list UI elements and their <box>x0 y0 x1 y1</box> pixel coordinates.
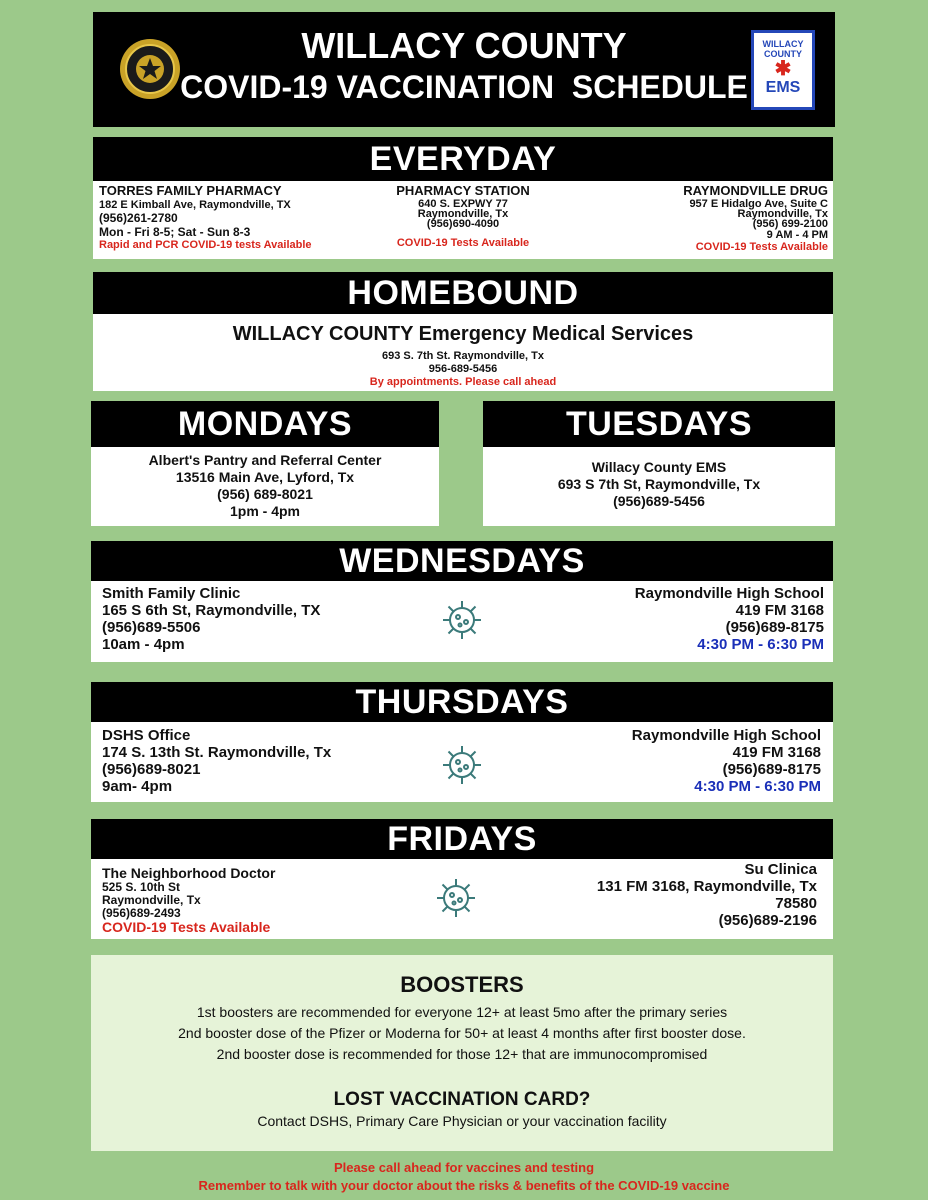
boosters-line: 2nd booster dose of the Pfizer or Moderna for 50+ at least 4 months after first booster dose. <box>178 1025 746 1041</box>
header-title-line2: COVID-19 VACCINATION SCHEDULE <box>180 69 748 105</box>
fridays-panel <box>91 859 833 939</box>
wednesdays-panel <box>91 581 833 662</box>
location-phone: (956)689-5506 <box>102 619 201 636</box>
location-address: 419 FM 3168 <box>735 602 824 619</box>
tuesdays-title: TUESDAYS <box>565 405 753 443</box>
homebound-phone: 956-689-5456 <box>428 363 498 375</box>
mondays-phone: (956) 689-8021 <box>217 486 313 502</box>
ems-logo <box>751 30 815 110</box>
location-name: Raymondville High School <box>631 727 821 744</box>
torres-pharmacy <box>99 183 359 251</box>
homebound-panel <box>93 314 833 391</box>
everyday-title: EVERYDAY <box>369 140 557 178</box>
location-hours: 9 AM - 4 PM <box>766 229 828 241</box>
thursdays-right-location <box>521 727 821 795</box>
location-name: The Neighborhood Doctor <box>102 865 276 881</box>
location-hours: 4:30 PM - 6:30 PM <box>697 636 824 653</box>
ems-logo-line3: EMS <box>765 79 801 96</box>
mondays-panel <box>91 447 439 526</box>
mondays-title: MONDAYS <box>177 405 353 443</box>
mondays-hours: 1pm - 4pm <box>229 503 300 519</box>
fridays-right-location <box>521 861 817 929</box>
star-of-life-icon: ✱ <box>774 58 792 80</box>
pharmacy-station <box>363 183 563 249</box>
lost-card-title: LOST VACCINATION CARD? <box>333 1089 591 1110</box>
location-phone: (956)689-8175 <box>722 761 821 778</box>
thursdays-banner <box>91 682 833 722</box>
wednesdays-right-location <box>521 585 824 653</box>
location-phone: (956)261-2780 <box>99 211 178 225</box>
location-phone: (956)689-2493 <box>102 906 181 920</box>
location-address: 419 FM 3168 <box>732 744 821 761</box>
location-name: Raymondville High School <box>634 585 824 602</box>
homebound-name: WILLACY COUNTY Emergency Medical Services <box>232 323 694 345</box>
location-hours: Mon - Fri 8-5; Sat - Sun 8-3 <box>99 225 251 239</box>
location-name: PHARMACY STATION <box>396 183 530 198</box>
location-address: 525 S. 10th St <box>102 880 181 894</box>
location-name: DSHS Office <box>102 727 191 744</box>
location-name: TORRES FAMILY PHARMACY <box>99 183 282 198</box>
ems-logo-line2: COUNTY <box>764 49 802 59</box>
location-address: 957 E Hidalgo Ave, Suite C <box>689 198 828 210</box>
boosters-line: 1st boosters are recommended for everyone 12+ at least 5mo after the primary series <box>196 1004 728 1020</box>
location-address: 640 S. EXPWY 77 <box>418 198 508 210</box>
tuesdays-panel <box>483 447 835 526</box>
boosters-title: BOOSTERS <box>400 972 524 997</box>
location-name: RAYMONDVILLE DRUG <box>683 183 828 198</box>
location-phone: (956)689-8021 <box>102 761 201 778</box>
tuesdays-address: 693 S 7th St, Raymondville, Tx <box>557 476 761 492</box>
fridays-title: FRIDAYS <box>387 820 537 858</box>
footer-line1: Please call ahead for vaccines and testing <box>333 1160 595 1175</box>
location-city: Raymondville, Tx <box>417 208 509 220</box>
location-address: 131 FM 3168, Raymondville, Tx <box>596 878 817 895</box>
mondays-address: 13516 Main Ave, Lyford, Tx <box>175 469 355 485</box>
location-phone: (956)689-2196 <box>718 912 817 929</box>
fridays-banner <box>91 819 833 859</box>
thursdays-panel <box>91 722 833 802</box>
thursdays-title: THURSDAYS <box>355 683 569 721</box>
location-city: Raymondville, Tx <box>737 208 828 220</box>
mondays-banner <box>91 401 439 447</box>
location-address: 165 S 6th St, Raymondville, TX <box>102 602 321 619</box>
virus-icon <box>439 742 485 788</box>
location-hours: 4:30 PM - 6:30 PM <box>694 778 821 795</box>
location-note: COVID-19 Tests Available <box>396 237 530 249</box>
tuesdays-banner <box>483 401 835 447</box>
thursdays-left-location <box>102 727 402 795</box>
location-zip: 78580 <box>775 895 817 912</box>
mondays-location-name: Albert's Pantry and Referral Center <box>148 452 382 468</box>
virus-icon <box>439 597 485 643</box>
homebound-note: By appointments. Please call ahead <box>369 376 557 388</box>
boosters-panel <box>91 955 833 1151</box>
header-title-line1: WILLACY COUNTY <box>301 25 627 66</box>
homebound-address: 693 S. 7th St. Raymondville, Tx <box>382 350 544 362</box>
location-note: COVID-19 Tests Available <box>102 919 271 935</box>
wednesdays-left-location <box>102 585 402 653</box>
lost-card-text: Contact DSHS, Primary Care Physician or your vaccination facility <box>257 1113 667 1129</box>
header-banner <box>93 12 835 127</box>
location-phone: (956)690-4090 <box>426 218 500 230</box>
location-note: Rapid and PCR COVID-19 tests Available <box>99 239 312 251</box>
wednesdays-banner <box>91 541 833 581</box>
homebound-banner <box>93 272 833 314</box>
tuesdays-location-name: Willacy County EMS <box>591 459 727 475</box>
location-address: 182 E Kimball Ave, Raymondville, TX <box>99 199 291 211</box>
virus-icon <box>433 875 479 921</box>
location-address: 174 S. 13th St. Raymondville, Tx <box>102 744 332 761</box>
ems-logo-line1: WILLACY <box>762 39 804 49</box>
homebound-title: HOMEBOUND <box>347 274 579 312</box>
location-phone: (956)689-8175 <box>725 619 824 636</box>
raymondville-drug <box>593 183 828 253</box>
location-hours: 9am- 4pm <box>102 778 173 795</box>
location-name: Su Clinica <box>744 861 817 878</box>
everyday-banner <box>93 137 833 181</box>
location-phone: (956) 699-2100 <box>752 218 828 230</box>
tuesdays-phone: (956)689-5456 <box>613 493 705 509</box>
everyday-panel <box>93 181 833 259</box>
fridays-left-location <box>102 866 402 935</box>
location-note: COVID-19 Tests Available <box>695 241 828 253</box>
boosters-line: 2nd booster dose is recommended for those 12+ that are immunocompromised <box>216 1046 708 1062</box>
wednesdays-title: WEDNESDAYS <box>339 542 585 580</box>
footer-line2: Remember to talk with your doctor about the risks & benefits of the COVID-19 vaccine <box>198 1178 730 1193</box>
location-city: Raymondville, Tx <box>102 893 201 907</box>
location-hours: 10am - 4pm <box>102 636 185 653</box>
location-name: Smith Family Clinic <box>102 585 241 602</box>
